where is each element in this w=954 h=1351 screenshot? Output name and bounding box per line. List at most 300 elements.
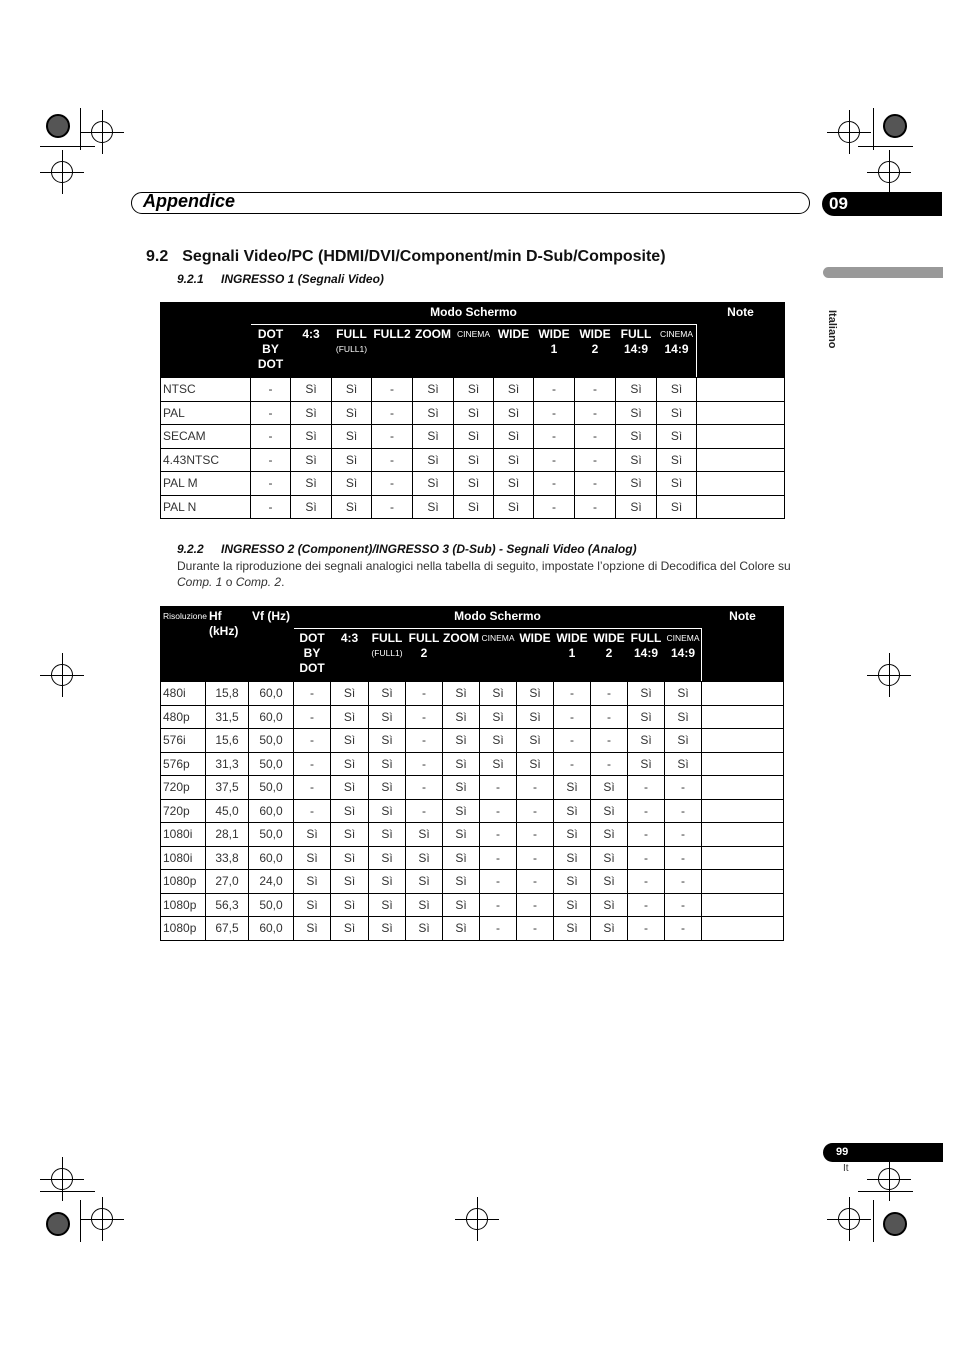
crosshair-icon <box>838 121 860 143</box>
signal-label: 4.43NTSC <box>161 448 251 472</box>
group-header: Modo Schermo <box>251 303 697 325</box>
support-cell: - <box>406 752 443 776</box>
support-cell: Sì <box>454 448 494 472</box>
support-cell: Sì <box>494 425 534 449</box>
support-cell: Sì <box>443 893 480 917</box>
support-cell: Sì <box>331 682 369 706</box>
support-cell: - <box>517 917 554 941</box>
column-header-small: CINEMA <box>456 329 491 339</box>
hf-cell: 28,1 <box>206 823 249 847</box>
support-cell: Sì <box>591 893 628 917</box>
column-header <box>517 629 554 682</box>
support-cell: - <box>372 401 413 425</box>
support-cell: Sì <box>591 917 628 941</box>
note-cell <box>702 917 784 941</box>
support-cell: Sì <box>616 495 657 519</box>
support-cell: Sì <box>480 705 517 729</box>
support-cell: - <box>406 799 443 823</box>
support-cell: Sì <box>443 846 480 870</box>
resolution-cell: 1080i <box>161 823 206 847</box>
support-cell: Sì <box>406 823 443 847</box>
support-cell: Sì <box>331 846 369 870</box>
signal-label: PAL N <box>161 495 251 519</box>
support-cell: Sì <box>657 448 697 472</box>
support-cell: - <box>628 823 665 847</box>
table-row <box>161 752 784 776</box>
support-cell: Sì <box>554 776 591 800</box>
support-cell: Sì <box>628 752 665 776</box>
hf-cell: 67,5 <box>206 917 249 941</box>
section-title <box>146 248 666 266</box>
table-row <box>161 448 785 472</box>
support-cell: Sì <box>291 425 332 449</box>
resolution-cell: 1080p <box>161 870 206 894</box>
support-cell: Sì <box>443 870 480 894</box>
support-cell: - <box>372 425 413 449</box>
resolution-cell: 576i <box>161 729 206 753</box>
column-header <box>534 325 575 378</box>
support-cell: Sì <box>413 448 454 472</box>
registration-disc-icon <box>46 114 70 138</box>
resolution-cell: 480i <box>161 682 206 706</box>
signal-table-input2-3 <box>160 606 784 941</box>
support-cell: Sì <box>443 682 480 706</box>
support-cell: - <box>480 893 517 917</box>
support-cell: - <box>406 682 443 706</box>
support-cell: Sì <box>331 752 369 776</box>
column-header-main: 4:3 <box>302 327 320 341</box>
resolution-cell: 720p <box>161 776 206 800</box>
hf-header: Hf (kHz) <box>206 607 249 682</box>
table-row <box>161 682 784 706</box>
support-cell: Sì <box>369 823 406 847</box>
table-row <box>161 870 784 894</box>
support-cell: Sì <box>332 448 372 472</box>
signal-label: SECAM <box>161 425 251 449</box>
support-cell: - <box>628 846 665 870</box>
support-cell: - <box>480 917 517 941</box>
support-cell: - <box>294 682 331 706</box>
vf-header: Vf (Hz) <box>249 607 294 682</box>
support-cell: - <box>575 495 616 519</box>
hf-cell: 45,0 <box>206 799 249 823</box>
support-cell: Sì <box>628 682 665 706</box>
resolution-cell: 1080p <box>161 893 206 917</box>
support-cell: Sì <box>369 705 406 729</box>
note-cell <box>702 705 784 729</box>
support-cell: - <box>534 425 575 449</box>
support-cell: Sì <box>369 893 406 917</box>
support-cell: Sì <box>665 752 702 776</box>
note-cell <box>702 893 784 917</box>
support-cell: - <box>517 799 554 823</box>
column-header-main: WIDE <box>519 631 551 645</box>
support-cell: - <box>372 495 413 519</box>
support-cell: Sì <box>591 846 628 870</box>
vf-cell: 50,0 <box>249 823 294 847</box>
support-cell: Sì <box>331 893 369 917</box>
language-tab-bar <box>823 267 943 278</box>
column-header <box>369 629 406 682</box>
note-cell <box>697 472 785 496</box>
column-header-small: (FULL1) <box>335 344 368 354</box>
support-cell: Sì <box>554 917 591 941</box>
support-cell: Sì <box>616 378 657 402</box>
support-cell: - <box>591 705 628 729</box>
crosshair-icon <box>878 161 900 183</box>
vf-cell: 50,0 <box>249 752 294 776</box>
support-cell: Sì <box>454 472 494 496</box>
support-cell: Sì <box>494 401 534 425</box>
support-cell: Sì <box>331 917 369 941</box>
support-cell: Sì <box>657 378 697 402</box>
support-cell: Sì <box>657 401 697 425</box>
support-cell: - <box>665 870 702 894</box>
column-header <box>454 325 494 378</box>
support-cell: Sì <box>294 846 331 870</box>
support-cell: - <box>517 893 554 917</box>
support-cell: - <box>480 870 517 894</box>
support-cell: - <box>665 893 702 917</box>
table-row <box>161 705 784 729</box>
support-cell: Sì <box>369 846 406 870</box>
support-cell: - <box>480 776 517 800</box>
note-cell <box>702 870 784 894</box>
hf-cell: 15,8 <box>206 682 249 706</box>
page-language: It <box>843 1163 849 1174</box>
support-cell: Sì <box>443 752 480 776</box>
column-header-main: FULL 2 <box>408 631 440 660</box>
support-cell: - <box>406 776 443 800</box>
crosshair-icon <box>91 1208 113 1230</box>
description-text: Durante la riproduzione dei segnali analogici nella tabella di seguito, impostate l’opzione di Decodifica del Colore su <box>177 559 791 573</box>
column-header <box>413 325 454 378</box>
support-cell: Sì <box>294 823 331 847</box>
support-cell: Sì <box>480 682 517 706</box>
support-cell: Sì <box>406 846 443 870</box>
crosshair-icon <box>51 161 73 183</box>
support-cell: Sì <box>657 472 697 496</box>
signal-table-input1 <box>160 302 785 519</box>
column-header <box>332 325 372 378</box>
support-cell: - <box>372 378 413 402</box>
column-header-main: ZOOM <box>415 327 451 341</box>
support-cell: Sì <box>480 752 517 776</box>
subsection-title-1 <box>177 272 384 286</box>
vf-cell: 50,0 <box>249 729 294 753</box>
column-header-small: CINEMA <box>666 633 700 643</box>
column-header-main: 14:9 <box>670 646 696 660</box>
column-header <box>251 325 291 378</box>
crosshair-icon <box>838 1208 860 1230</box>
note-cell <box>702 823 784 847</box>
support-cell: Sì <box>616 472 657 496</box>
vf-cell: 60,0 <box>249 917 294 941</box>
support-cell: Sì <box>413 495 454 519</box>
support-cell: Sì <box>332 378 372 402</box>
support-cell: - <box>665 823 702 847</box>
table-row <box>161 823 784 847</box>
support-cell: Sì <box>291 448 332 472</box>
support-cell: Sì <box>628 705 665 729</box>
support-cell: Sì <box>332 472 372 496</box>
column-header <box>494 325 534 378</box>
resolution-cell: 576p <box>161 752 206 776</box>
description-text: o <box>222 575 236 589</box>
chapter-title: Appendice <box>143 191 236 211</box>
support-cell: - <box>294 705 331 729</box>
support-cell: Sì <box>332 495 372 519</box>
support-cell: Sì <box>494 495 534 519</box>
column-header-main: WIDE 2 <box>593 631 625 660</box>
column-header-main: WIDE <box>497 327 530 341</box>
note-header: Note <box>697 303 785 378</box>
note-cell <box>702 776 784 800</box>
signal-label: PAL M <box>161 472 251 496</box>
support-cell: - <box>517 823 554 847</box>
crosshair-icon <box>91 121 113 143</box>
support-cell: - <box>575 448 616 472</box>
support-cell: - <box>406 705 443 729</box>
support-cell: Sì <box>331 705 369 729</box>
subsection-title-2 <box>177 542 637 556</box>
support-cell: Sì <box>331 870 369 894</box>
support-cell: Sì <box>406 870 443 894</box>
resolution-cell: 1080p <box>161 917 206 941</box>
support-cell: - <box>554 729 591 753</box>
support-cell: Sì <box>369 799 406 823</box>
support-cell: - <box>251 425 291 449</box>
support-cell: - <box>554 682 591 706</box>
table-row <box>161 893 784 917</box>
vf-cell: 60,0 <box>249 846 294 870</box>
subsection-title-text: INGRESSO 2 (Component)/INGRESSO 3 (D-Sub) - Segnali Video (Analog) <box>221 542 637 556</box>
resolution-header: Risoluzione <box>161 607 206 682</box>
support-cell: - <box>534 495 575 519</box>
table-row <box>161 917 784 941</box>
support-cell: Sì <box>591 823 628 847</box>
support-cell: Sì <box>369 917 406 941</box>
column-header-main: 14:9 <box>664 342 689 356</box>
registration-disc-icon <box>46 1212 70 1236</box>
support-cell: - <box>480 799 517 823</box>
option-comp1: Comp. 1 <box>177 575 223 589</box>
support-cell: - <box>591 682 628 706</box>
support-cell: Sì <box>443 729 480 753</box>
column-header-main: FULL 14:9 <box>620 327 652 356</box>
support-cell: - <box>628 893 665 917</box>
support-cell: Sì <box>369 776 406 800</box>
column-header <box>480 629 517 682</box>
support-cell: - <box>534 472 575 496</box>
table-row <box>161 495 785 519</box>
support-cell: Sì <box>291 401 332 425</box>
crosshair-icon <box>51 664 73 686</box>
column-header <box>443 629 480 682</box>
note-cell <box>697 378 785 402</box>
column-header <box>665 629 702 682</box>
resolution-cell: 480p <box>161 705 206 729</box>
support-cell: Sì <box>443 776 480 800</box>
support-cell: - <box>554 752 591 776</box>
note-cell <box>697 425 785 449</box>
note-header: Note <box>702 607 784 682</box>
support-cell: - <box>575 378 616 402</box>
support-cell: - <box>294 799 331 823</box>
support-cell: - <box>372 472 413 496</box>
support-cell: Sì <box>331 729 369 753</box>
support-cell: Sì <box>517 752 554 776</box>
column-header-main: 4:3 <box>340 631 359 645</box>
subsection-number: 9.2.1 <box>177 272 204 286</box>
language-tab-label: Italiano <box>826 310 838 349</box>
column-header <box>575 325 616 378</box>
table-row <box>161 378 785 402</box>
column-header <box>406 629 443 682</box>
support-cell: Sì <box>454 378 494 402</box>
support-cell: Sì <box>554 893 591 917</box>
column-header-main: WIDE 1 <box>538 327 570 356</box>
support-cell: Sì <box>369 682 406 706</box>
support-cell: - <box>665 776 702 800</box>
table-row <box>161 846 784 870</box>
support-cell: Sì <box>369 729 406 753</box>
support-cell: - <box>575 472 616 496</box>
row-label-header <box>161 303 251 378</box>
support-cell: Sì <box>657 495 697 519</box>
support-cell: Sì <box>291 495 332 519</box>
support-cell: - <box>517 846 554 870</box>
vf-cell: 60,0 <box>249 705 294 729</box>
support-cell: Sì <box>454 401 494 425</box>
support-cell: - <box>406 729 443 753</box>
table-row <box>161 401 785 425</box>
table-row <box>161 472 785 496</box>
support-cell: Sì <box>657 425 697 449</box>
support-cell: Sì <box>554 799 591 823</box>
support-cell: - <box>294 729 331 753</box>
note-cell <box>702 682 784 706</box>
support-cell: - <box>251 378 291 402</box>
crosshair-icon <box>51 1168 73 1190</box>
table-row <box>161 729 784 753</box>
support-cell: Sì <box>665 705 702 729</box>
support-cell: Sì <box>591 870 628 894</box>
support-cell: - <box>534 378 575 402</box>
vf-cell: 24,0 <box>249 870 294 894</box>
support-cell: Sì <box>616 448 657 472</box>
support-cell: Sì <box>331 776 369 800</box>
hf-cell: 31,5 <box>206 705 249 729</box>
support-cell: Sì <box>591 799 628 823</box>
support-cell: - <box>251 448 291 472</box>
support-cell: - <box>554 705 591 729</box>
column-header <box>657 325 697 378</box>
resolution-cell: 1080i <box>161 846 206 870</box>
support-cell: Sì <box>331 799 369 823</box>
support-cell: Sì <box>406 917 443 941</box>
support-cell: - <box>575 425 616 449</box>
support-cell: - <box>534 401 575 425</box>
support-cell: Sì <box>332 425 372 449</box>
support-cell: - <box>294 752 331 776</box>
support-cell: Sì <box>443 917 480 941</box>
support-cell: Sì <box>443 823 480 847</box>
support-cell: Sì <box>413 472 454 496</box>
support-cell: - <box>628 776 665 800</box>
column-header-main: WIDE 2 <box>579 327 611 356</box>
registration-disc-icon <box>883 1212 907 1236</box>
column-header-main: DOT BY DOT <box>299 631 325 675</box>
support-cell: Sì <box>454 425 494 449</box>
column-header <box>372 325 413 378</box>
support-cell: - <box>534 448 575 472</box>
support-cell: Sì <box>291 472 332 496</box>
table-row <box>161 425 785 449</box>
subsection-title-text: INGRESSO 1 (Segnali Video) <box>221 272 384 286</box>
support-cell: - <box>591 752 628 776</box>
support-cell: - <box>665 799 702 823</box>
vf-cell: 50,0 <box>249 776 294 800</box>
page-number: 99 <box>823 1143 943 1162</box>
vf-cell: 60,0 <box>249 799 294 823</box>
hf-cell: 37,5 <box>206 776 249 800</box>
support-cell: Sì <box>454 495 494 519</box>
note-cell <box>697 448 785 472</box>
signal-label: NTSC <box>161 378 251 402</box>
support-cell: Sì <box>443 799 480 823</box>
column-header-main: FULL2 <box>373 327 411 341</box>
note-cell <box>697 495 785 519</box>
support-cell: - <box>665 846 702 870</box>
note-cell <box>702 846 784 870</box>
support-cell: Sì <box>480 729 517 753</box>
support-cell: Sì <box>294 870 331 894</box>
note-cell <box>697 401 785 425</box>
support-cell: Sì <box>517 705 554 729</box>
support-cell: Sì <box>413 401 454 425</box>
support-cell: Sì <box>406 893 443 917</box>
support-cell: Sì <box>494 472 534 496</box>
crosshair-icon <box>878 1168 900 1190</box>
support-cell: - <box>251 472 291 496</box>
support-cell: - <box>251 495 291 519</box>
support-cell: - <box>480 846 517 870</box>
support-cell: Sì <box>443 705 480 729</box>
support-cell: Sì <box>554 846 591 870</box>
column-header <box>628 629 665 682</box>
section-number: 9.2 <box>146 248 169 265</box>
column-header <box>331 629 369 682</box>
support-cell: Sì <box>294 917 331 941</box>
registration-disc-icon <box>883 114 907 138</box>
hf-cell: 27,0 <box>206 870 249 894</box>
column-header <box>554 629 591 682</box>
support-cell: - <box>517 870 554 894</box>
column-header-main: FULL <box>336 327 367 341</box>
support-cell: Sì <box>616 425 657 449</box>
support-cell: Sì <box>665 729 702 753</box>
hf-cell: 15,6 <box>206 729 249 753</box>
support-cell: Sì <box>591 776 628 800</box>
support-cell: - <box>517 776 554 800</box>
support-cell: Sì <box>413 378 454 402</box>
support-cell: - <box>628 870 665 894</box>
support-cell: - <box>591 729 628 753</box>
column-header-main: DOT BY DOT <box>257 327 284 371</box>
table-row <box>161 776 784 800</box>
note-cell <box>702 729 784 753</box>
